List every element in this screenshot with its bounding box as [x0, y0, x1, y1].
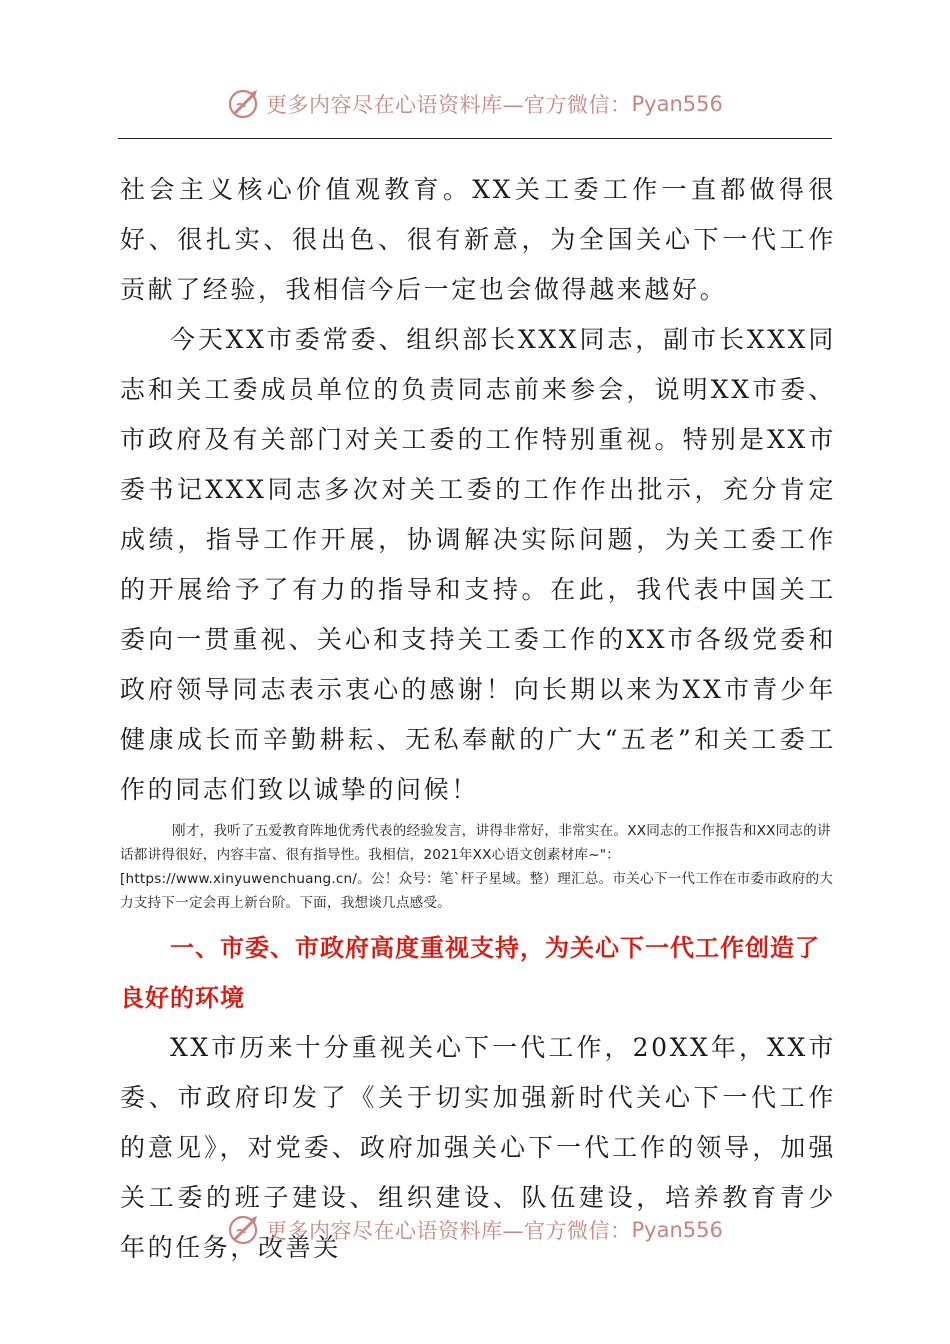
paragraph-3-small: 刚才，我听了五爱教育阵地优秀代表的经验发言，讲得非常好，非常实在。XX同志的工作报告和XX同志的讲话都讲得很好，内容丰富、很有指导性。我相信，2021年XX心语文创素材库~"：[https://www.xinyuwenchuang.cn/。公！众号：笔`杆子星域。整）理汇总。市关心下一代工作在市委市政府的大力支持下一定会再上新台阶。下面，我想谈几点感受。 [120, 823, 834, 911]
banner-wechat-id: Pyan556 [631, 92, 723, 116]
section-heading-1: 一、市委、市政府高度重视支持，为关心下一代工作创造了良好的环境 [120, 934, 820, 1012]
paragraph-1: 社会主义核心价值观教育。XX关工委工作一直都做得很好、很扎实、很出色、很有新意，为全国关心下一代工作贡献了经验，我相信今后一定也会做得越来越好。 [120, 175, 836, 304]
paragraph-4: XX市历来十分重视关心下一代工作，20XX年，XX市委、市政府印发了《关于切实加强新时代关心下一代工作的意见》，对党委、政府加强关心下一代工作的领导，加强关工委的班子建设、组织建设、队伍建设，培养教育青少年的任务，改善关 [120, 1033, 836, 1262]
paragraph-2: 今天XX市委常委、组织部长XXX同志，副市长XXX同志和关工委成员单位的负责同志前来参会，说明XX市委、市政府及有关部门对关工委的工作特别重视。特别是XX市委书记XXX同志多次对关工委的工作作出批示，充分肯定成绩，指导工作开展，协调解决实际问题，为关工委工作的开展给予了有力的指导和支持。在此，我代表中国关工委向一贯重视、关心和支持关工委工作的XX市各级党委和政府领导同志表示衷心的感谢！向长期以来为XX市青少年健康成长而辛勤耕耘、无私奉献的广大“五老”和关工委工作的同志们致以诚挚的问候！ [120, 325, 836, 804]
pen-circle-logo-icon [226, 1212, 262, 1248]
footer-banner [0, 1210, 950, 1250]
header-divider [118, 138, 832, 139]
document-body [120, 165, 836, 1273]
banner-wechat-id: Pyan556 [631, 1218, 723, 1242]
header-banner [0, 84, 950, 124]
pen-circle-logo-icon [226, 86, 262, 122]
banner-text: 更多内容尽在心语资料库—官方微信： [266, 93, 632, 117]
banner-text: 更多内容尽在心语资料库—官方微信： [266, 1219, 632, 1243]
